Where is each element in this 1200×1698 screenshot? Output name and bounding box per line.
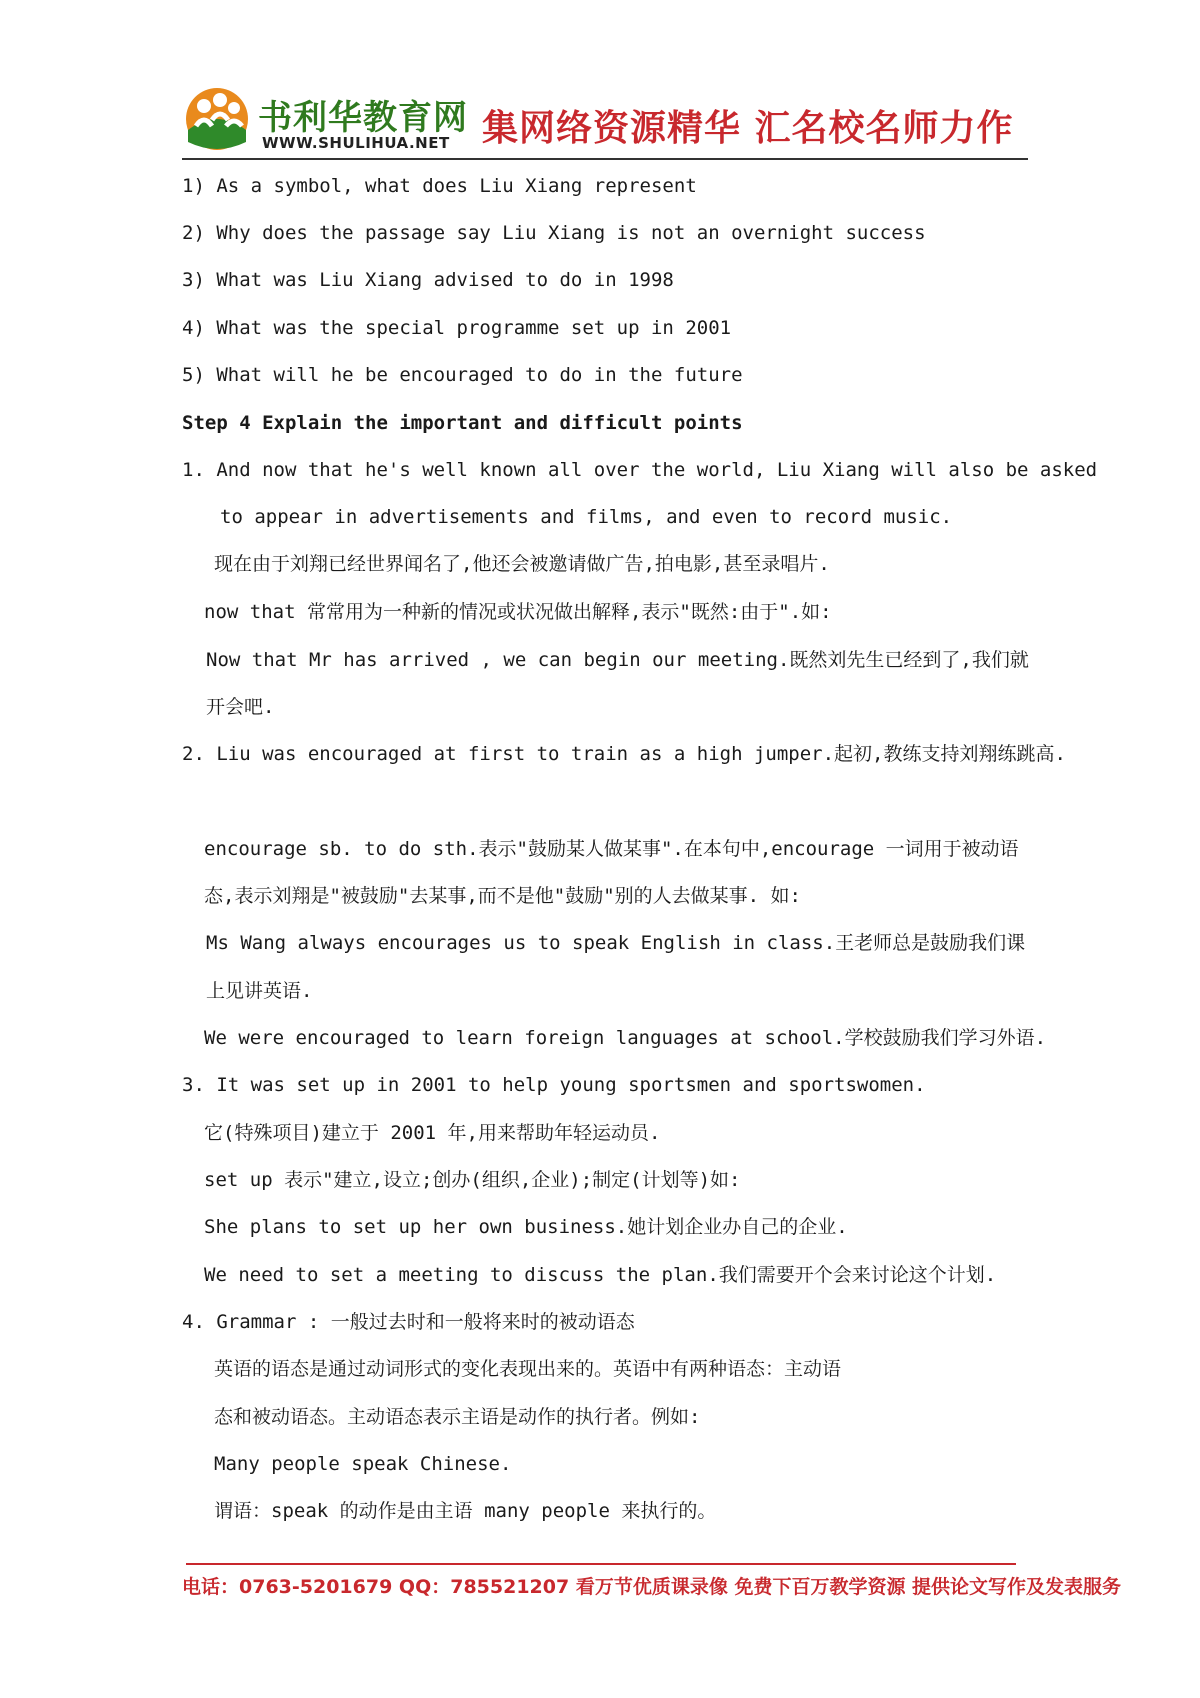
point-2-sentence: 2. Liu was encouraged at first to train as a high jumper.起初,教练支持刘翔练跳高.	[182, 743, 1066, 765]
point-4-text-cont: 态和被动语态。主动语态表示主语是动作的执行者。例如:	[214, 1406, 701, 1428]
point-4-example: Many people speak Chinese.	[214, 1453, 512, 1475]
question-4: 4) What was the special programme set up in 2001	[182, 317, 732, 339]
page-header	[182, 86, 1028, 156]
point-2-example-1: Ms Wang always encourages us to speak English in class.王老师总是鼓励我们课	[206, 932, 1026, 954]
point-2-example-1-cont: 上见讲英语.	[206, 980, 313, 1002]
point-3-example-1: She plans to set up her own business.她计划企业办自己的企业.	[204, 1216, 848, 1238]
point-2-example-2: We were encouraged to learn foreign languages at school.学校鼓励我们学习外语.	[204, 1027, 1047, 1049]
point-4-example-note: 谓语：speak 的动作是由主语 many people 来执行的。	[214, 1500, 717, 1522]
point-2-explanation: encourage sb. to do sth.表示"鼓励某人做某事".在本句中,encourage 一词用于被动语	[204, 838, 1019, 860]
point-1-sentence: 1. And now that he's well known all over the world, Liu Xiang will also be asked	[182, 459, 1098, 481]
logo-icon	[182, 86, 252, 152]
point-1-example-cont: 开会吧.	[206, 696, 275, 718]
point-1-explanation: now that 常常用为一种新的情况或状况做出解释,表示"既然:由于".如:	[204, 601, 832, 623]
brand-name: 书利华教育网	[258, 98, 468, 138]
header-slogan: 集网络资源精华 汇名校名师力作	[482, 108, 1014, 149]
point-3-example-2: We need to set a meeting to discuss the plan.我们需要开个会来讨论这个计划.	[204, 1264, 997, 1286]
footer-contact: 电话：0763-5201679 QQ：785521207 看万节优质课录像 免费下百万教学资源 提供论文写作及发表服务	[182, 1576, 1122, 1598]
point-3-explanation: set up 表示"建立,设立;创办(组织,企业);制定(计划等)如:	[204, 1169, 741, 1191]
question-2: 2) Why does the passage say Liu Xiang is not an overnight success	[182, 222, 926, 244]
brand-url: WWW.SHULIHUA.NET	[262, 134, 450, 152]
question-5: 5) What will he be encouraged to do in the future	[182, 364, 743, 386]
point-3-translation: 它(特殊项目)建立于 2001 年,用来帮助年轻运动员.	[204, 1122, 661, 1144]
point-3-sentence: 3. It was set up in 2001 to help young sportsmen and sportswomen.	[182, 1074, 926, 1096]
section-heading: Step 4 Explain the important and difficult points	[182, 412, 743, 434]
point-4-text: 英语的语态是通过动词形式的变化表现出来的。英语中有两种语态：主动语	[214, 1358, 842, 1380]
header-divider	[182, 158, 1028, 160]
point-1-example: Now that Mr has arrived , we can begin our meeting.既然刘先生已经到了,我们就	[206, 649, 1029, 671]
question-3: 3) What was Liu Xiang advised to do in 1998	[182, 269, 674, 291]
point-1-translation: 现在由于刘翔已经世界闻名了,他还会被邀请做广告,拍电影,甚至录唱片.	[214, 553, 830, 575]
point-2-explanation-cont: 态,表示刘翔是"被鼓励"去某事,而不是他"鼓励"别的人去做某事. 如:	[204, 885, 801, 907]
footer-divider	[186, 1563, 1016, 1565]
point-1-sentence-cont: to appear in advertisements and films, and even to record music.	[220, 506, 953, 528]
point-4-heading: 4. Grammar : 一般过去时和一般将来时的被动语态	[182, 1311, 635, 1333]
question-1: 1) As a symbol, what does Liu Xiang represent	[182, 175, 697, 197]
